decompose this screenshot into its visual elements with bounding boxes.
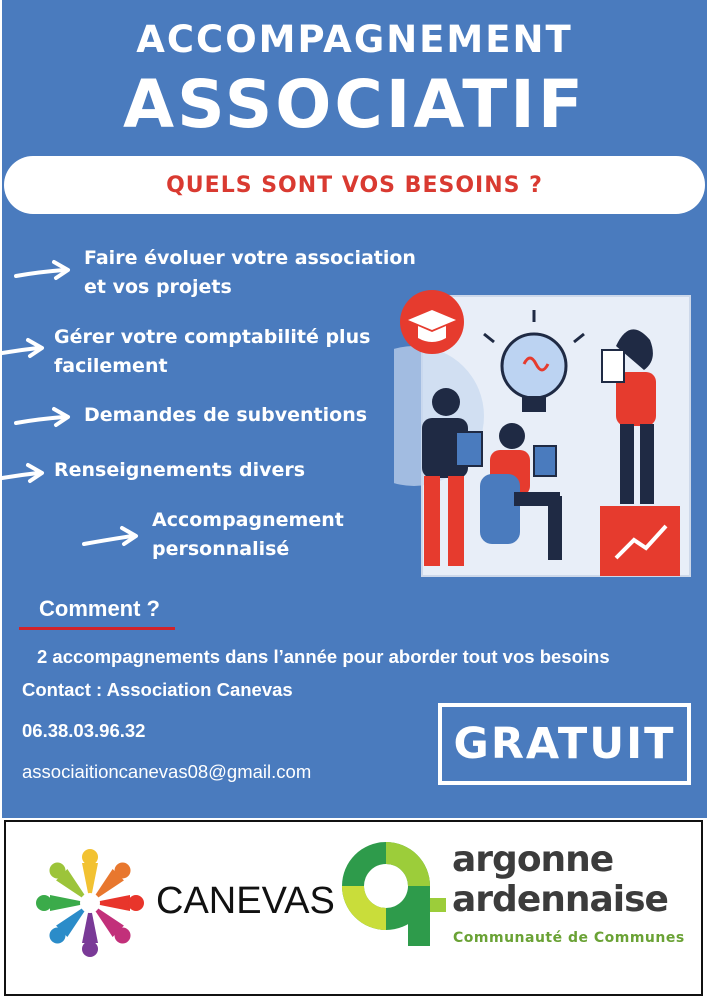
arrow-right-icon [14, 405, 74, 435]
phone-number: 06.38.03.96.32 [22, 720, 146, 741]
title-line2: ASSOCIATIF [123, 66, 586, 143]
partner-name-line2: ardennaise [452, 879, 668, 920]
need-label-line1: Faire évoluer votre association [84, 247, 416, 269]
arrow-right-icon [14, 258, 74, 288]
question-banner [4, 156, 705, 214]
need-label-line2: et vos projets [84, 276, 232, 298]
need-label-line2: facilement [54, 355, 168, 377]
need-item-5 [82, 506, 344, 564]
partner-tagline: Communauté de Communes [453, 930, 685, 946]
canevas-logo-icon [34, 847, 146, 959]
need-label-line2: personnalisé [152, 538, 290, 560]
how-heading: Comment ? [39, 596, 160, 621]
how-description: 2 accompagnements dans l’année pour aborder tout vos besoins [37, 646, 610, 667]
need-label: Renseignements divers [54, 459, 306, 481]
argonne-ardennaise-logo-icon [336, 836, 448, 950]
team-illustration [394, 286, 694, 596]
canevas-name: CANEVAS [156, 880, 335, 922]
partner-name-line1: argonne [452, 839, 614, 880]
need-label: Demandes de subventions [84, 404, 368, 426]
arrow-right-icon [82, 520, 142, 560]
need-item-1 [14, 244, 416, 302]
contact-line: Contact : Association Canevas [22, 679, 293, 700]
poster [2, 0, 707, 818]
arrow-right-icon [2, 460, 46, 490]
need-item-3 [14, 401, 367, 435]
question-text: QUELS SONT VOS BESOINS ? [166, 172, 543, 198]
need-item-2 [2, 323, 370, 381]
need-label-line1: Accompagnement [152, 509, 344, 531]
free-badge [438, 703, 691, 785]
need-label-line1: Gérer votre comptabilité plus [54, 326, 371, 348]
need-item-4 [2, 456, 305, 490]
title-line1: ACCOMPAGNEMENT [136, 18, 573, 61]
arrow-right-icon [2, 335, 46, 365]
email-address: associaitioncanevas08@gmail.com [22, 761, 312, 782]
heading-underline [19, 627, 175, 630]
free-badge-label: GRATUIT [453, 719, 676, 769]
